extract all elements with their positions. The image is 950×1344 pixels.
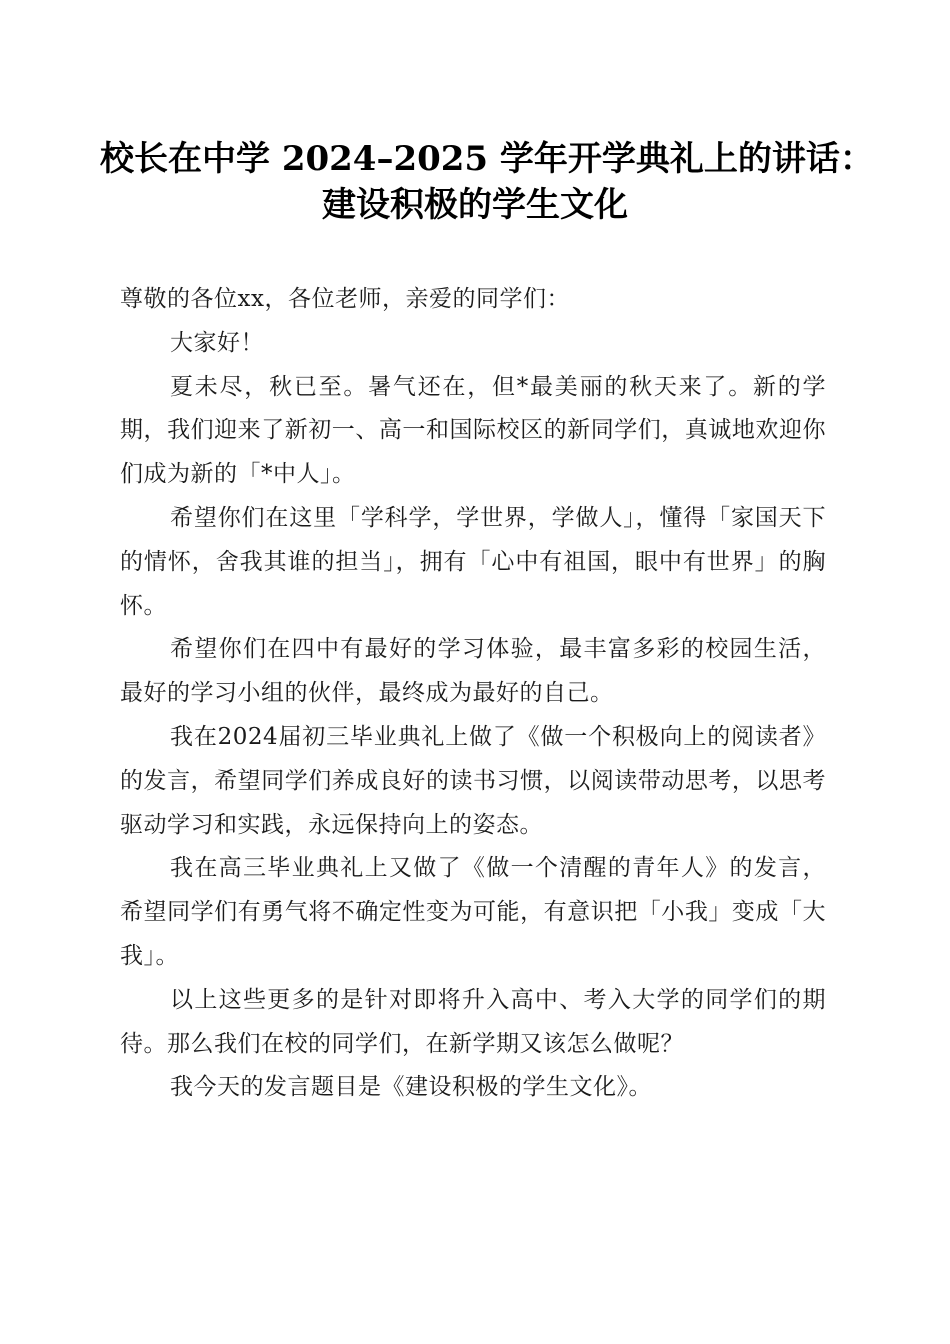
paragraph-8: 我今天的发言题目是《建设积极的学生文化》。 [170, 1074, 652, 1101]
paragraph-7: 以上这些更多的是针对即将升入高中、考入大学的同学们的期待。那么我们在校的同学们，在新学期又该怎么做呢？ [120, 986, 826, 1057]
document-title [100, 136, 874, 228]
document-body [120, 278, 826, 1110]
paragraph-4: 希望你们在四中有最好的学习体验，最丰富多彩的校园生活，最好的学习小组的伙伴，最终成为最好的自己。 [120, 636, 826, 707]
paragraph-5: 我在2024届初三毕业典礼上做了《做一个积极向上的阅读者》的发言，希望同学们养成良好的读书习惯，以阅读带动思考，以思考驱动学习和实践，永远保持向上的姿态。 [120, 723, 826, 838]
paragraph-3: 希望你们在这里「学科学，学世界，学做人」，懂得「家国天下的情怀，舍我其谁的担当」，拥有「心中有祖国，眼中有世界」的胸怀。 [120, 504, 826, 619]
paragraph-1: 大家好！ [170, 329, 264, 356]
salutation: 尊敬的各位xx，各位老师，亲爱的同学们： [120, 286, 570, 312]
paragraph-2: 夏未尽，秋已至。暑气还在，但*最美丽的秋天来了。新的学期，我们迎来了新初一、高一和国际校区的新同学们，真诚地欢迎你们成为新的「*中人」。 [120, 373, 826, 488]
title-line-2: 建设积极的学生文化 [322, 185, 628, 225]
title-line-1: 校长在中学 2024–2025 学年开学典礼上的讲话： [100, 139, 874, 179]
paragraph-6: 我在高三毕业典礼上又做了《做一个清醒的青年人》的发言，希望同学们有勇气将不确定性变为可能，有意识把「小我」变成「大我」。 [120, 855, 826, 969]
